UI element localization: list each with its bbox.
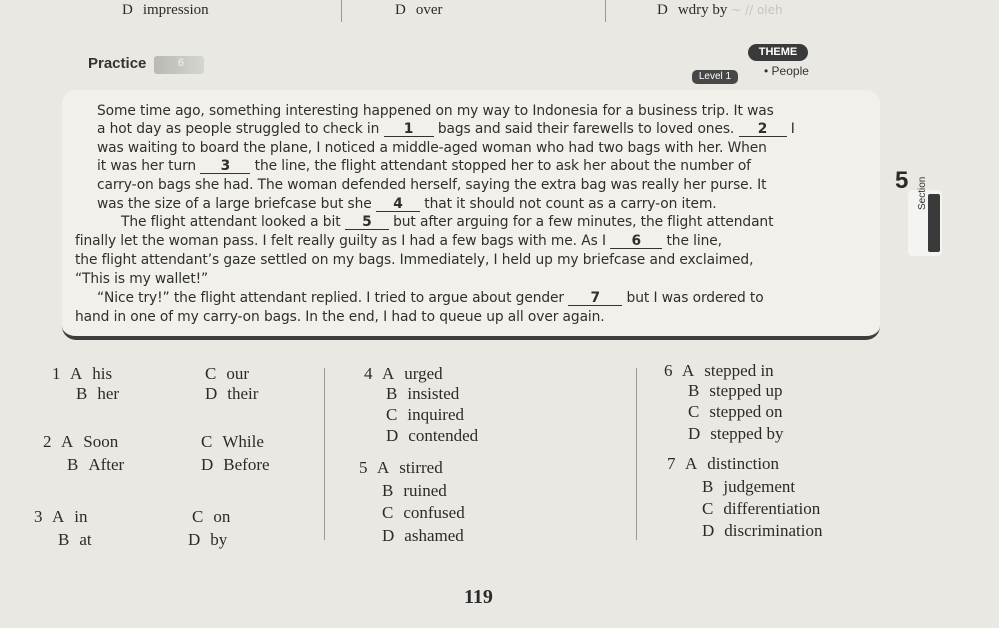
q3-option-d: D by <box>188 530 228 549</box>
q6-option-d: D stepped by <box>688 424 784 443</box>
option-text: impression <box>142 2 209 18</box>
option-letter: D <box>122 2 133 18</box>
q5-option-a: 5 A stirred <box>359 458 443 477</box>
theme-value-text: People <box>771 64 809 78</box>
column-divider <box>636 368 637 540</box>
q5-option-d: D ashamed <box>382 526 464 545</box>
passage-line: finally let the woman pass. I felt really guilty as I had a few bags with me. As I 6 the line, <box>75 233 722 249</box>
passage-line: it was her turn 3 the line, the flight attendant stopped her to ask her about the number of <box>97 158 751 174</box>
q2-option-d: D Before <box>201 455 270 474</box>
level-badge: Level 1 <box>692 70 738 84</box>
passage-line: “This is my wallet!” <box>75 271 209 287</box>
passage-line: was the size of a large briefcase but she 4 that it should not count as a carry-on item. <box>97 196 717 212</box>
column-divider <box>341 0 342 22</box>
prev-option-d-3 <box>657 2 783 19</box>
practice-number: 6 <box>178 57 185 69</box>
section-label: Section <box>917 176 928 210</box>
passage-line: was waiting to board the plane, I noticed a middle-aged woman who had two bags with her. When <box>97 140 767 156</box>
practice-number-tab <box>154 56 204 74</box>
passage-line: “Nice try!” the flight attendant replied. I tried to argue about gender 7 but I was ordered to <box>97 290 764 306</box>
q1-option-c: C our <box>205 364 250 383</box>
passage-line: The flight attendant looked a bit 5 but after arguing for a few minutes, the flight attendant <box>121 214 774 230</box>
passage-line: a hot day as people struggled to check in 1 bags and said their farewells to loved ones. 2 I <box>97 121 795 137</box>
q1-option-a: 1 A his <box>52 364 113 383</box>
q7-option-d: D discrimination <box>702 521 823 540</box>
theme-value: • People <box>764 64 809 78</box>
page-number: 119 <box>464 586 493 608</box>
practice-label: Practice <box>88 55 147 72</box>
theme-badge: THEME <box>748 44 808 61</box>
q3-option-b: B at <box>58 530 92 549</box>
q5-option-b: B ruined <box>382 481 447 500</box>
q3-option-a: 3 A in <box>34 507 88 526</box>
q1-option-b: B her <box>76 384 120 403</box>
q4-option-a: 4 A urged <box>364 364 443 383</box>
column-divider <box>605 0 606 22</box>
q7-option-a: 7 A distinction <box>667 454 780 473</box>
blank-6: 6 <box>610 235 662 249</box>
prev-option-d-1 <box>122 2 209 19</box>
q2-option-b: B After <box>67 455 125 474</box>
passage-line: hand in one of my carry-on bags. In the end, I had to queue up all over again. <box>75 309 605 325</box>
passage-line: Some time ago, something interesting happened on my way to Indonesia for a business trip. It was <box>97 103 774 119</box>
q4-option-b: B insisted <box>386 384 460 403</box>
column-divider <box>324 368 325 540</box>
q3-option-c: C on <box>192 507 231 526</box>
q7-option-c: C differentiation <box>702 499 821 518</box>
blank-4: 4 <box>376 198 420 212</box>
q6-option-b: B stepped up <box>688 381 783 400</box>
option-text: wdry by <box>677 2 728 18</box>
option-text: over <box>415 2 443 18</box>
q5-option-c: C confused <box>382 503 465 522</box>
q2-option-c: C While <box>201 432 264 451</box>
q4-option-c: C inquired <box>386 405 464 424</box>
q7-option-b: B judgement <box>702 477 796 496</box>
blank-5: 5 <box>345 216 389 230</box>
option-letter: D <box>657 2 668 18</box>
blank-3: 3 <box>200 160 250 174</box>
blank-1: 1 <box>384 123 434 137</box>
blank-7: 7 <box>568 292 622 306</box>
section-bar <box>928 194 940 252</box>
prev-option-d-2 <box>395 2 443 19</box>
q6-option-c: C stepped on <box>688 402 783 421</box>
passage-line: carry-on bags she had. The woman defended herself, saying the extra bag was really her purse. It <box>97 177 767 193</box>
q2-option-a: 2 A Soon <box>43 432 119 451</box>
pencil-annotation: ~ // oleh <box>731 3 783 17</box>
blank-2: 2 <box>739 123 787 137</box>
option-letter: D <box>395 2 406 18</box>
q6-option-a: 6 A stepped in <box>664 361 774 380</box>
section-number: 5 <box>895 167 909 194</box>
q4-option-d: D contended <box>386 426 479 445</box>
passage-line: the flight attendant’s gaze settled on my bags. Immediately, I held up my briefcase and exclaimed, <box>75 252 754 268</box>
q1-option-d: D their <box>205 384 259 403</box>
